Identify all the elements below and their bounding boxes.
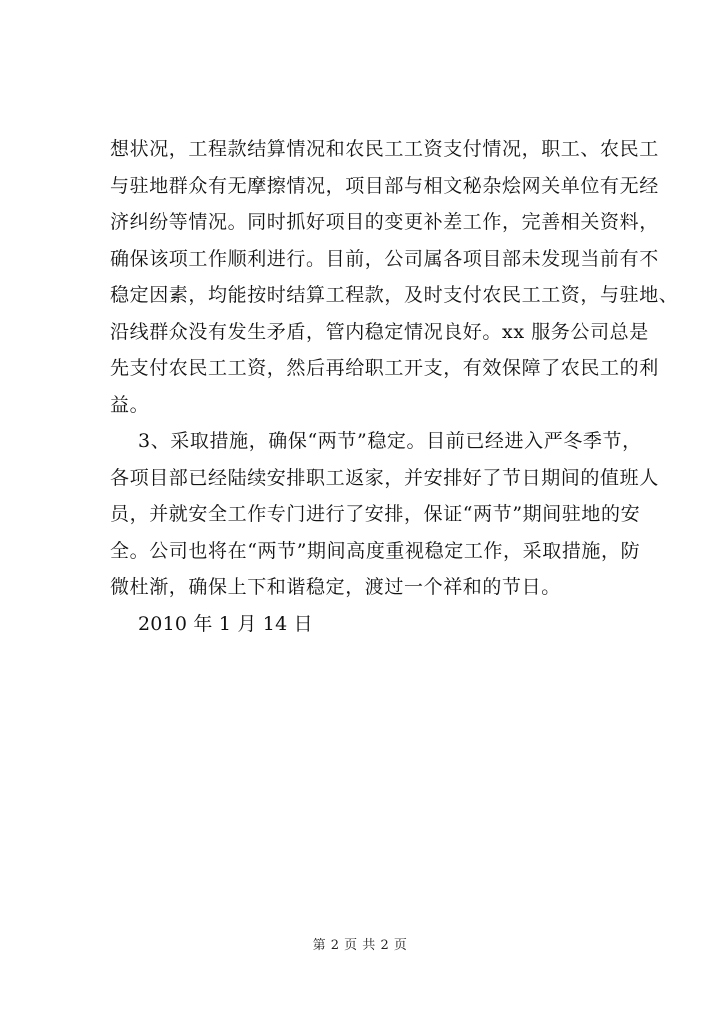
body-line-6: 沿线群众没有发生矛盾，管内稳定情况良好。xx 服务公司总是: [110, 320, 649, 343]
body-line-12: 全。公司也将在“两节”期间高度重视稳定工作，采取措施，防: [110, 539, 641, 562]
body-line-10: 各项目部已经陆续安排职工返家，并安排好了节日期间的值班人: [110, 466, 659, 489]
body-line-4: 确保该项工作顺利进行。目前，公司属各项目部未发现当前有不: [110, 247, 659, 270]
document-body: [110, 131, 679, 642]
body-line-7: 先支付农民工工资，然后再给职工开支，有效保障了农民工的利: [110, 357, 659, 379]
section-3-heading-line: 3、采取措施，确保“两节”稳定。目前已经进入严冬季节，: [138, 430, 642, 452]
body-line-1: 想状况，工程款结算情况和农民工工资支付情况，职工、农民工: [110, 138, 659, 160]
body-line-13: 微杜渐，确保上下和谐稳定，渡过一个祥和的节日。: [110, 576, 561, 598]
page-number-footer: 第 2 页 共 2 页: [312, 938, 408, 953]
body-line-8: 益。: [110, 393, 150, 416]
body-line-3: 济纠纷等情况。同时抓好项目的变更补差工作，完善相关资料，: [110, 211, 659, 233]
body-line-2: 与驻地群众有无摩擦情况，项目部与相文秘杂烩网关单位有无经: [110, 174, 659, 197]
body-line-11: 员，并就安全工作专门进行了安排，保证“两节”期间驻地的安: [110, 503, 641, 525]
body-line-5: 稳定因素，均能按时结算工程款，及时支付农民工工资，与驻地、: [110, 284, 679, 306]
document-date: 2010 年 1 月 14 日: [138, 612, 313, 635]
